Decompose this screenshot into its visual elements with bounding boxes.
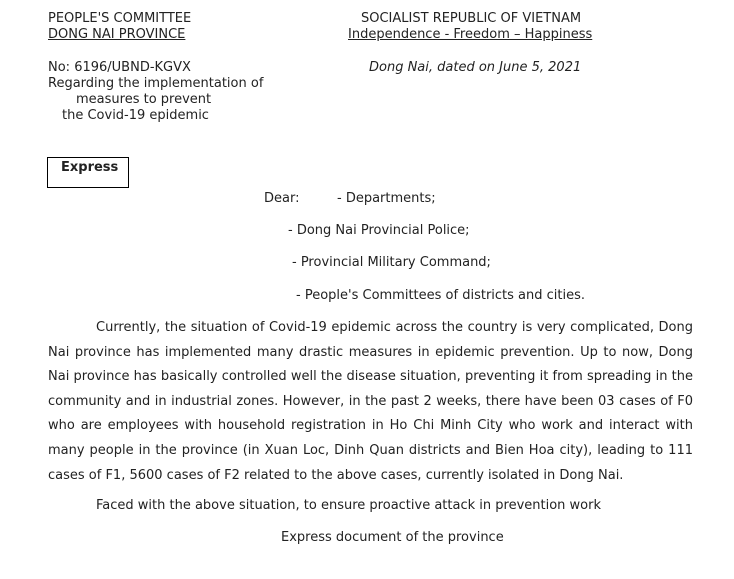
document-number: No: 6196/UBND-KGVX [48, 60, 191, 75]
issuer-name: PEOPLE'S COMMITTEE [48, 11, 192, 26]
recipient-item: - Departments; [337, 191, 436, 206]
recipient-item: - Provincial Military Command; [292, 255, 491, 270]
place-and-date: Dong Nai, dated on June 5, 2021 [369, 60, 582, 75]
national-motto: Independence - Freedom – Happiness [348, 27, 593, 42]
subject-line-3: the Covid-19 epidemic [62, 108, 209, 123]
express-stamp [47, 157, 129, 188]
express-label: Express [61, 160, 119, 175]
salutation: Dear: [264, 191, 300, 206]
recipient-item: - People's Committees of districts and cities. [296, 288, 586, 303]
recipient-item: - Dong Nai Provincial Police; [288, 223, 470, 238]
republic-title: SOCIALIST REPUBLIC OF VIETNAM [361, 11, 582, 26]
body-paragraph: Faced with the above situation, to ensure proactive attack in prevention work [96, 498, 601, 513]
issuer-province: DONG NAI PROVINCE [48, 27, 186, 42]
body-paragraph: Currently, the situation of Covid-19 epidemic across the country is very complicated, Dong Nai province has implemented many drastic measures in epidemic prevention. Up to now, Dong Nai province has basically controlled well the disease situation, preventing it from spreading in the community and in industrial zones. However, in the past 2 weeks, there have been 03 cases of F0 who are employees with household registration in Ho Chi Minh City who work and interact with many people in the province (in Xuan Loc, Dinh Quan districts and Bien Hoa city), leading to 111 cases of F1, 5600 cases of F2 related to the above cases, currently isolated in Dong Nai. [48, 320, 693, 483]
closing-line: Express document of the province [281, 530, 504, 545]
subject-line-1: Regarding the implementation of [48, 76, 264, 91]
subject-line-2: measures to prevent [76, 92, 212, 107]
